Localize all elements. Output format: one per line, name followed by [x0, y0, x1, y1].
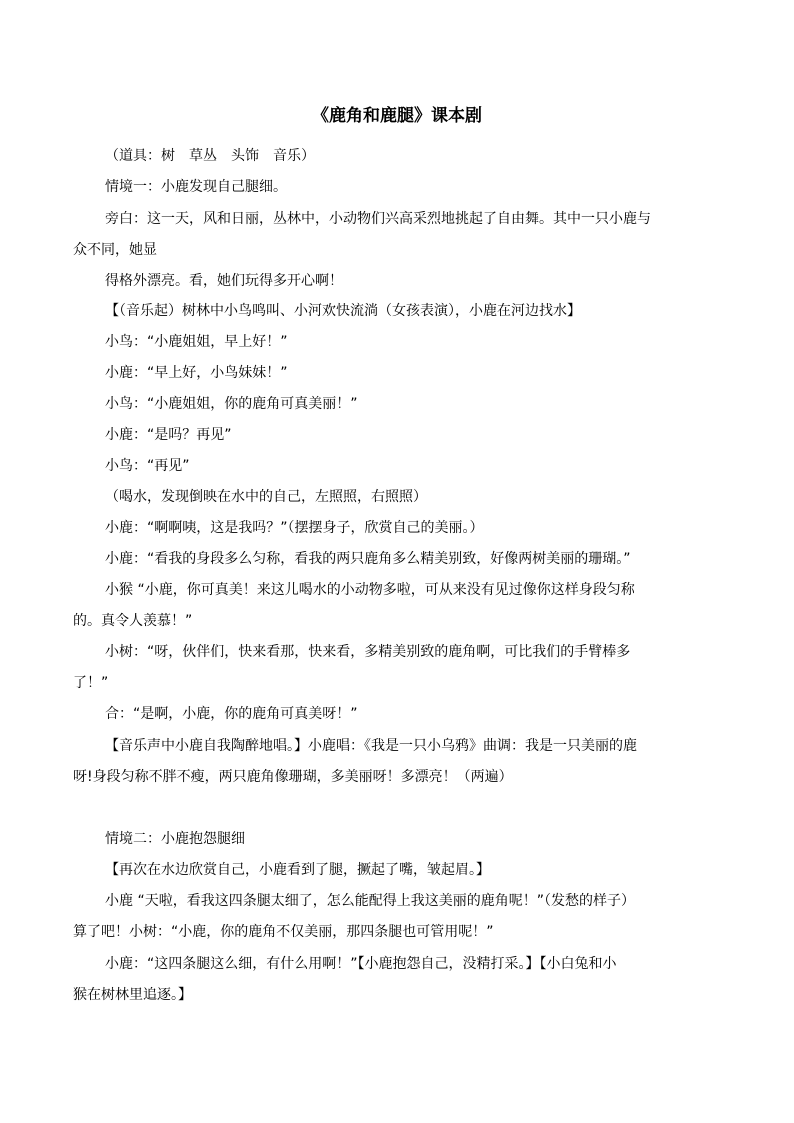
dialogue-line: 小鸟：“再见”: [105, 458, 190, 474]
narration-line-cont: 得格外漂亮。看，她们玩得多开心啊！: [105, 273, 343, 289]
dialogue-line: 小鹿：“这四条腿这么细，有什么用啊！”【小鹿抱怨自己，没精打采。】【小白兔和小: [105, 956, 617, 972]
dialogue-line: 小鹿 “天啦，看我这四条腿太细了，怎么能配得上我这美丽的鹿角呢！”（发愁的样子）: [105, 893, 635, 909]
dialogue-line-cont: 算了吧！小树：“小鹿，你的鹿角不仅美丽，那四条腿也可管用呢！”: [73, 924, 494, 940]
scene-one-heading: 情境一：小鹿发现自己腿细。: [105, 179, 287, 195]
stage-direction: （喝水，发现倒映在水中的自己，左照照，右照照）: [105, 489, 427, 505]
song-line-cont: 呀!身段匀称不胖不瘦，两只鹿角像珊瑚，多美丽呀！多漂亮！（两遍）: [73, 769, 513, 785]
narration-line-cont: 众不同，她显: [73, 242, 157, 258]
dialogue-line: 小鹿：“是吗？再见”: [105, 427, 232, 443]
dialogue-line: 小鹿：“看我的身段多么匀称，看我的两只鹿角多么精美别致，好像两树美丽的珊瑚。”: [105, 551, 631, 567]
stage-direction: 【再次在水边欣赏自己，小鹿看到了腿，撅起了嘴，皱起眉。】: [105, 862, 490, 878]
dialogue-line: 小树：“呀，伙伴们，快来看那，快来看，多精美别致的鹿角啊，可比我们的手臂棒多: [105, 644, 631, 660]
dialogue-line: 小猴 “小鹿，你可真美！来这儿喝水的小动物多啦，可从来没有见过像你这样身段匀称: [105, 582, 635, 598]
dialogue-line-cont: 的。真令人羡慕！”: [73, 613, 193, 629]
document-title: 《鹿角和鹿腿》课本剧: [312, 106, 482, 126]
dialogue-line: 小鸟：“小鹿姐姐，你的鹿角可真美丽！”: [105, 396, 358, 412]
narration-line: 旁白：这一天，风和日丽，丛林中，小动物们兴高采烈地挑起了自由舞。其中一只小鹿与: [105, 211, 651, 227]
dialogue-line-cont: 了！”: [73, 675, 109, 691]
dialogue-line: 小鹿：“早上好，小鸟妹妹！”: [105, 365, 288, 381]
props-line: （道具：树 草丛 头饰 音乐）: [105, 148, 315, 164]
dialogue-line: 合：“是啊，小鹿，你的鹿角可真美呀！”: [105, 706, 358, 722]
dialogue-line-cont: 猴在树林里追逐。】: [73, 987, 192, 1003]
song-line: 【音乐声中小鹿自我陶醉地唱。】小鹿唱：《我是一只小乌鸦》曲调：我是一只美丽的鹿: [105, 738, 637, 754]
dialogue-line: 小鹿：“啊啊咦，这是我吗？”（摆摆身子，欣赏自己的美丽。）: [105, 520, 484, 536]
scene-two-heading: 情境二：小鹿抱怨腿细: [105, 831, 245, 847]
stage-direction: 【（音乐起）树林中小鸟鸣叫、小河欢快流淌（女孩表演），小鹿在河边找水】: [105, 303, 581, 319]
dialogue-line: 小鸟：“小鹿姐姐，早上好！”: [105, 334, 288, 350]
